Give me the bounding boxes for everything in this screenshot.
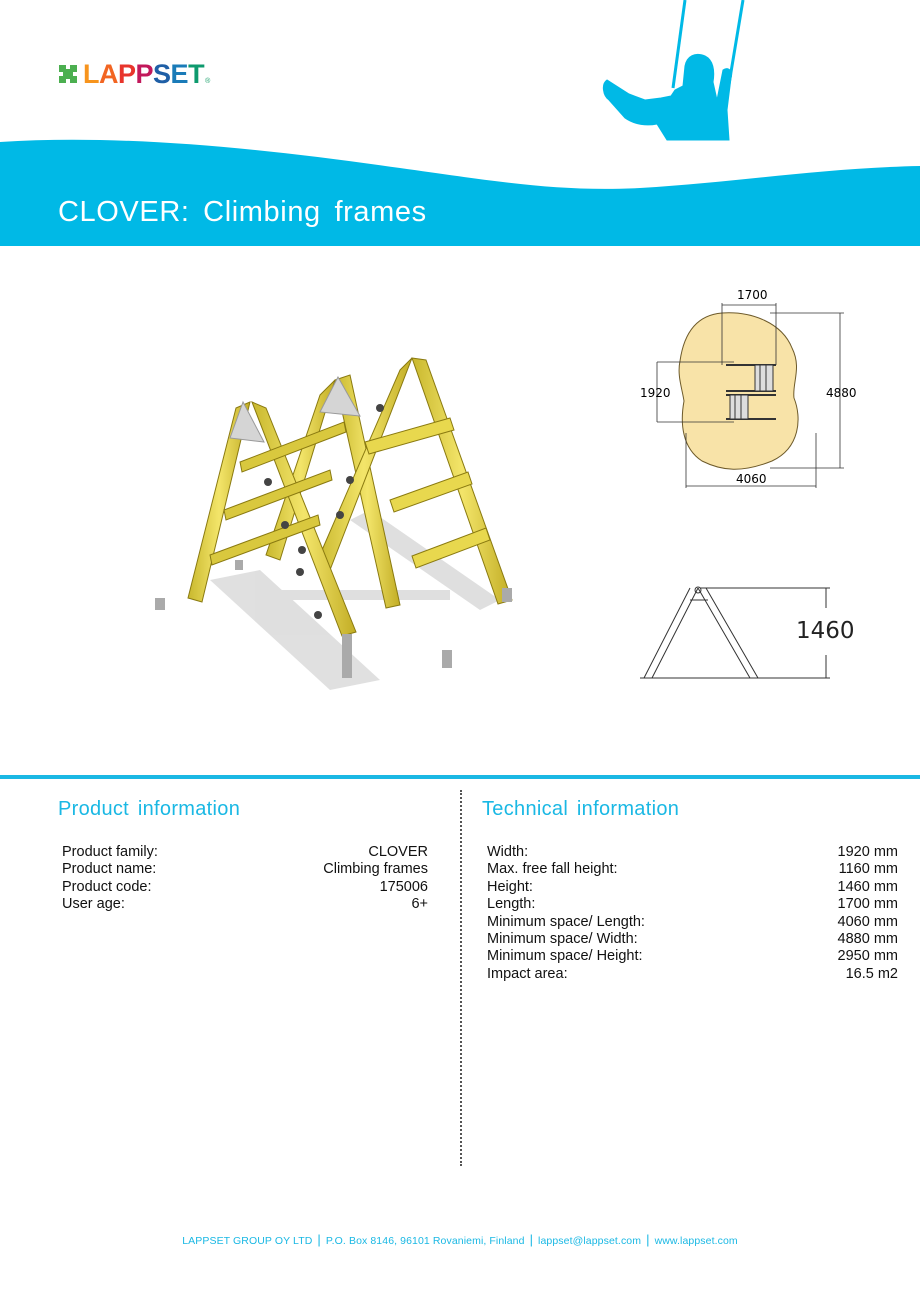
- technical-info-row: [487, 896, 898, 913]
- row-label: Width:: [487, 844, 529, 860]
- footer-separator: |: [317, 1232, 321, 1247]
- product-info-row: [62, 861, 428, 878]
- column-divider: [460, 790, 462, 1166]
- row-value: 16.5 m2: [845, 965, 898, 982]
- row-value: Climbing frames: [323, 861, 428, 878]
- footer-email-link[interactable]: lappset@lappset.com: [538, 1235, 642, 1247]
- side-elevation-drawing: [630, 580, 870, 685]
- technical-info-row: [487, 966, 898, 983]
- technical-info-table: [487, 844, 898, 983]
- brand-logo: [57, 60, 210, 88]
- row-label: Minimum space/ Width:: [487, 931, 638, 948]
- technical-info-row: [487, 844, 898, 861]
- row-label: Height:: [487, 878, 533, 895]
- technical-info-row: [487, 861, 898, 878]
- row-label: Max. free fall height:: [487, 861, 618, 878]
- clover-logo-icon: [57, 63, 79, 85]
- row-label: Length:: [487, 896, 536, 913]
- footer-address: P.O. Box 8146, 96101 Rovaniemi, Finland: [325, 1235, 525, 1247]
- product-info-table: [62, 844, 428, 914]
- plan-min-length-label: 4060: [736, 472, 767, 486]
- row-value: 1700 mm: [837, 896, 898, 913]
- footer-website-link[interactable]: www.lappset.com: [654, 1235, 738, 1247]
- row-value: CLOVER: [368, 844, 428, 860]
- row-label: Product family:: [62, 844, 158, 860]
- product-info-row: [62, 896, 428, 913]
- row-label: User age:: [62, 896, 125, 913]
- product-image-climbing-frame: [150, 350, 530, 695]
- plan-width-label: 1920: [640, 386, 671, 400]
- technical-info-row: [487, 914, 898, 931]
- product-info-row: [62, 879, 428, 896]
- product-info-title: Product information: [58, 798, 241, 820]
- technical-info-row: [487, 931, 898, 948]
- technical-info-row: [487, 948, 898, 965]
- footer: [0, 1232, 920, 1247]
- row-label: Product name:: [62, 861, 157, 878]
- row-label: Impact area:: [487, 965, 568, 982]
- row-value: 1460 mm: [837, 878, 898, 895]
- technical-info-title: Technical information: [482, 798, 680, 820]
- footer-company: LAPPSET GROUP OY LTD: [182, 1235, 313, 1247]
- technical-info-row: [487, 879, 898, 896]
- brand-wordmark: LAPPSET: [83, 59, 205, 89]
- registered-mark: ®: [205, 78, 211, 85]
- row-label: Minimum space/ Length:: [487, 913, 645, 930]
- row-value: 2950 mm: [837, 948, 898, 965]
- plan-view-drawing: [622, 283, 880, 488]
- side-height-label: 1460: [796, 618, 855, 644]
- row-value: 4060 mm: [837, 913, 898, 930]
- row-value: 175006: [379, 878, 428, 895]
- row-value: 1920 mm: [837, 844, 898, 860]
- row-value: 4880 mm: [837, 931, 898, 948]
- row-value: 6+: [411, 896, 428, 913]
- row-label: Minimum space/ Height:: [487, 948, 643, 965]
- footer-separator: |: [646, 1232, 650, 1247]
- plan-min-width-label: 4880: [826, 386, 857, 400]
- row-value: 1160 mm: [838, 861, 898, 878]
- section-divider: [0, 775, 920, 779]
- footer-separator: |: [529, 1232, 534, 1247]
- row-label: Product code:: [62, 878, 152, 895]
- plan-length-label: 1700: [737, 288, 768, 302]
- product-info-row: [62, 844, 428, 861]
- page-title: CLOVER: Climbing frames: [58, 196, 427, 228]
